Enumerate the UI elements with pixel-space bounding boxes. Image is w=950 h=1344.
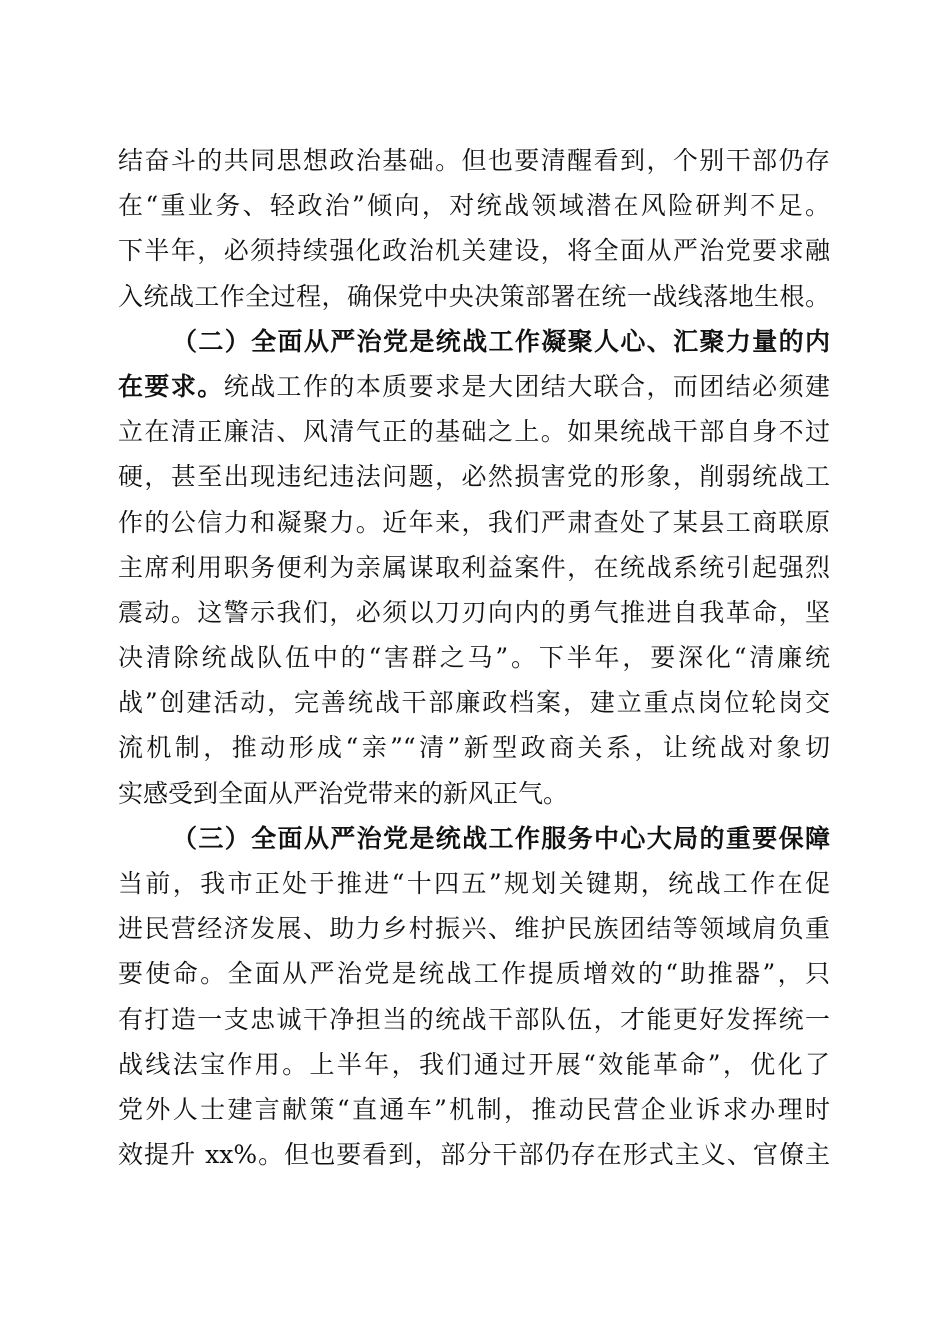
text-line: 硬，甚至出现违纪违法问题，必然损害党的形象，削弱统战工	[118, 462, 830, 492]
paragraph-1	[118, 138, 830, 319]
text-line: 效提升 xx%。但也要看到，部分干部仍存在形式主义、官僚主	[118, 1140, 830, 1170]
text-line: 流机制，推动形成“亲”“清”新型政商关系，让统战对象切	[118, 733, 830, 763]
text-line: 立在清正廉洁、风清气正的基础之上。如果统战干部自身不过	[118, 417, 830, 447]
section-heading-2-continued: 在要求。	[118, 371, 224, 401]
text-line: 下半年，必须持续强化政治机关建设，将全面从严治党要求融	[118, 236, 830, 266]
section-heading-3: （三）全面从严治党是统战工作服务中心大局的重要保障	[172, 823, 830, 853]
paragraph-3	[118, 816, 830, 1178]
document-page	[118, 138, 830, 1177]
text-line: 战”创建活动，完善统战干部廉政档案，建立重点岗位轮岗交	[118, 688, 830, 718]
text-line: 在“重业务、轻政治”倾向，对统战领域潜在风险研判不足。	[118, 191, 830, 221]
text-line: 有打造一支忠诚干净担当的统战干部队伍，才能更好发挥统一	[118, 1004, 830, 1034]
text-line	[118, 364, 830, 409]
text-line: 作的公信力和凝聚力。近年来，我们严肃查处了某县工商联原	[118, 507, 830, 537]
text-line: 震动。这警示我们，必须以刀刃向内的勇气推进自我革命，坚	[118, 597, 830, 627]
text-line: 进民营经济发展、助力乡村振兴、维护民族团结等领域肩负重	[118, 914, 830, 944]
section-heading-2: （二）全面从严治党是统战工作凝聚人心、汇聚力量的内	[172, 326, 830, 356]
paragraph-2	[118, 319, 830, 816]
text-line: 当前，我市正处于推进“十四五”规划关键期，统战工作在促	[118, 869, 830, 898]
text-line: 主席利用职务便利为亲属谋取利益案件，在统战系统引起强烈	[118, 552, 830, 582]
text-line: 入统战工作全过程，确保党中央决策部署在统一战线落地生根。	[118, 281, 830, 311]
text-line: 结奋斗的共同思想政治基础。但也要清醒看到，个别干部仍存	[118, 146, 830, 175]
text-line: 战线法宝作用。上半年，我们通过开展“效能革命”，优化了	[118, 1049, 830, 1079]
text-line: 实感受到全面从严治党带来的新风正气。	[118, 778, 569, 808]
text-line: 决清除统战队伍中的“害群之马”。下半年，要深化“清廉统	[118, 643, 830, 673]
text-span: 统战工作的本质要求是大团结大联合，而团结必须建	[223, 371, 830, 401]
text-line: 党外人士建言献策“直通车”机制，推动民营企业诉求办理时	[118, 1094, 830, 1124]
text-line: 要使命。全面从严治党是统战工作提质增效的“助推器”，只	[118, 959, 830, 989]
